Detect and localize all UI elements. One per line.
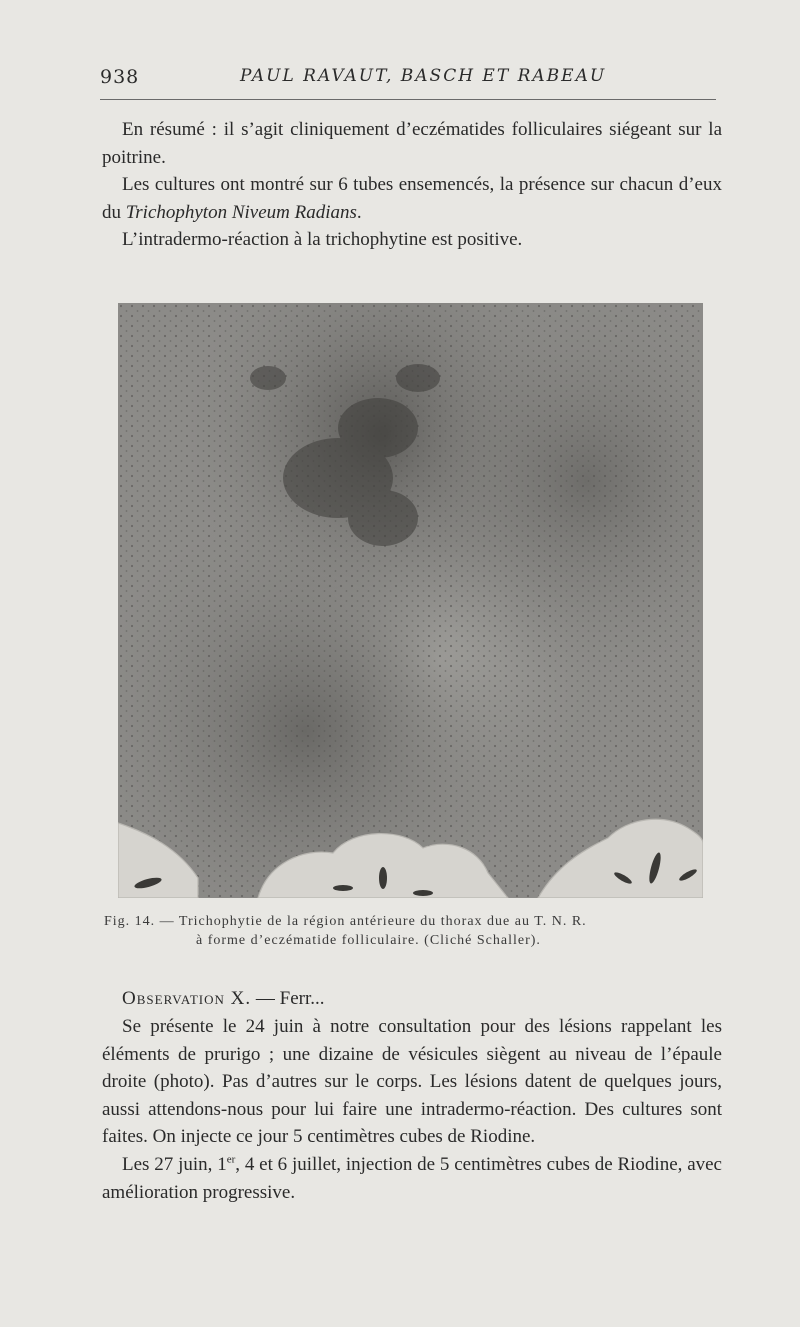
header-rule xyxy=(100,99,716,100)
photo-illustration xyxy=(118,303,703,898)
observation-title: Observation X. xyxy=(122,988,252,1009)
injection-text: , 4 et 6 juillet, injection de 5 centimètres cubes de Riodine, avec amélioration progressive. xyxy=(102,1154,722,1203)
caption-line-1: Fig. 14. — Trichophytie de la région antérieure du thorax due au T. N. R. xyxy=(104,914,587,929)
summary-paragraph: En résumé : il s’agit cliniquement d’eczématides folliculaires siégeant sur la poitrine. xyxy=(102,119,722,168)
running-head: PAUL RAVAUT, BASCH ET RABEAU xyxy=(240,66,607,86)
cultures-text: Les cultures ont montré sur 6 tubes ensemencés, la présence sur chacun d’eux du xyxy=(102,174,722,223)
figure-caption xyxy=(104,912,724,950)
page-header xyxy=(100,64,720,94)
cultures-paragraph xyxy=(102,171,722,226)
page-number: 938 xyxy=(100,66,140,88)
observation-heading xyxy=(102,985,722,1013)
ordinal-suffix: er xyxy=(226,1153,236,1166)
injection-dates: Les 27 juin, 1 xyxy=(122,1154,227,1175)
species-name: Trichophyton Niveum Radians xyxy=(125,201,357,223)
observation-patient: — Ferr... xyxy=(251,988,325,1009)
intradermo-paragraph: L’intradermo-réaction à la trichophytine est positive. xyxy=(122,229,523,250)
observation-paragraph-1: Se présente le 24 juin à notre consultation pour des lésions rappelant les éléments de prurigo ; une dizaine de vésicules siègent au niveau de l’épaule droite (photo). Pas d’autres sur le corps. Les lésions datent de quelques jours, aussi attendons-nous pour lui faire une intradermo-réaction. Des cultures sont faites. On injecte ce jour 5 centimètres cubes de Riodine. xyxy=(102,1016,722,1147)
caption-line-2: à forme d’eczématide folliculaire. (Cliché Schaller). xyxy=(196,933,541,948)
clinical-photograph xyxy=(118,303,703,898)
observation-paragraph-2 xyxy=(102,1151,722,1206)
cultures-end: . xyxy=(356,201,362,223)
